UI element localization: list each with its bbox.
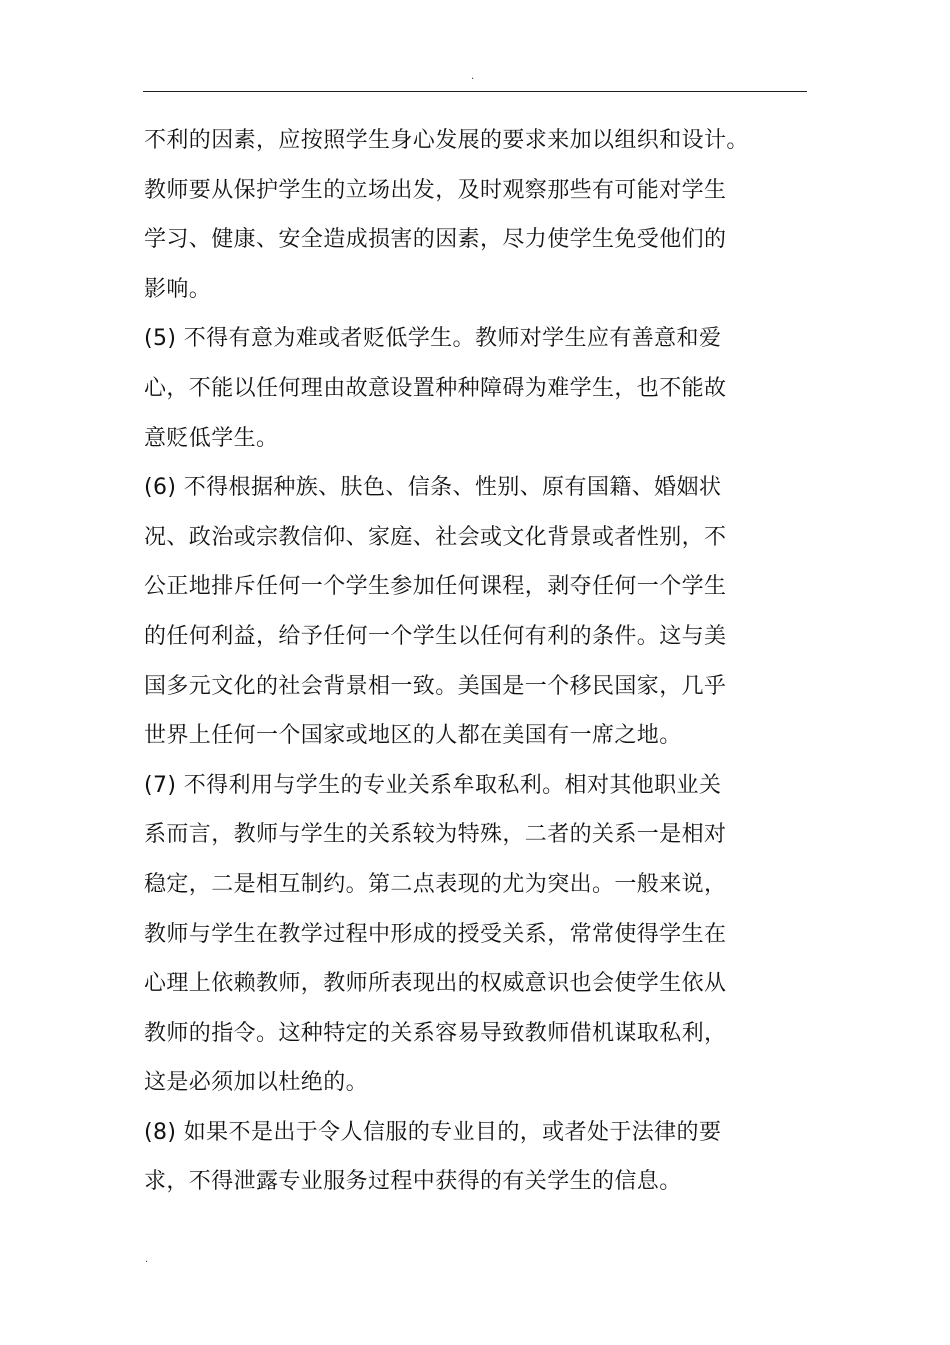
body-line: 国多元文化的社会背景相一致。美国是一个移民国家，几乎	[144, 673, 727, 699]
body-line: 意贬低学生。	[144, 425, 279, 451]
body-line: 不利的因素，应按照学生身心发展的要求来加以组织和设计。	[144, 128, 749, 153]
body-line: 心，不能以任何理由故意设置种种障碍为难学生，也不能故	[144, 375, 727, 401]
body-line: 这是必须加以杜绝的。	[144, 1070, 369, 1096]
body-line: 教师的指令。这种特定的关系容易导致教师借机谋取私利，	[144, 1020, 727, 1046]
body-line: 稳定，二是相互制约。第二点表现的尤为突出。一般来说，	[144, 871, 727, 897]
body-line: (6) 不得根据种族、肤色、信条、性别、原有国籍、婚姻状	[144, 475, 722, 501]
body-line: 学习、健康、安全造成损害的因素，尽力使学生免受他们的	[144, 227, 727, 253]
body-line: (7) 不得利用与学生的专业关系牟取私利。相对其他职业关	[144, 772, 722, 798]
footer-mark: .	[145, 1254, 149, 1265]
body-line: 教师要从保护学生的立场出发，及时观察那些有可能对学生	[144, 177, 727, 203]
body-line: 况、政治或宗教信仰、家庭、社会或文化背景或者性别，不	[144, 524, 727, 550]
body-line: 系而言，教师与学生的关系较为特殊，二者的关系一是相对	[144, 822, 727, 848]
body-line: 世界上任何一个国家或地区的人都在美国有一席之地。	[144, 723, 682, 749]
body-line: 的任何利益，给予任何一个学生以任何有利的条件。这与美	[144, 623, 727, 649]
body-line: (8) 如果不是出于令人信服的专业目的，或者处于法律的要	[144, 1119, 722, 1145]
header-rule	[143, 91, 807, 92]
body-line: 公正地排斥任何一个学生参加任何课程，剥夺任何一个学生	[144, 574, 727, 600]
body-line: 求，不得泄露专业服务过程中获得的有关学生的信息。	[144, 1169, 682, 1195]
header-mark: .	[471, 71, 475, 82]
body-line: 教师与学生在教学过程中形成的授受关系，常常使得学生在	[144, 921, 727, 947]
document-body	[144, 116, 784, 1207]
body-line: (5) 不得有意为难或者贬低学生。教师对学生应有善意和爱	[144, 326, 722, 352]
body-line: 影响。	[144, 276, 212, 302]
body-line: 心理上依赖教师，教师所表现出的权威意识也会使学生依从	[144, 971, 727, 997]
